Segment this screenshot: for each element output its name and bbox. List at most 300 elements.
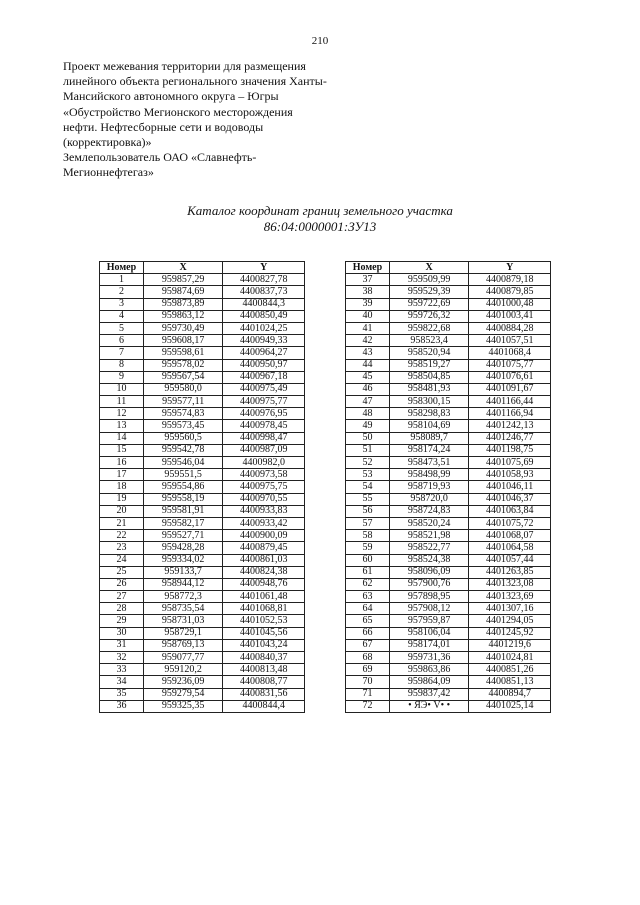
cell-number: 21 (100, 517, 144, 529)
cell-number: 45 (346, 371, 390, 383)
cell-x: 958772,3 (143, 591, 223, 603)
cell-x: 959574,83 (143, 408, 223, 420)
cell-x: 959608,17 (143, 335, 223, 347)
header-line: нефти. Нефтесборные сети и водоводы (63, 119, 264, 134)
cell-number: 65 (346, 615, 390, 627)
table-row (100, 310, 305, 322)
cell-y: 4400900,09 (223, 530, 305, 542)
cell-x: 959582,17 (143, 517, 223, 529)
table-row (100, 493, 305, 505)
cell-y: 4401025,14 (469, 700, 551, 712)
table-row (100, 481, 305, 493)
table-row (346, 420, 551, 432)
table-row (346, 432, 551, 444)
cell-x: 958521,98 (389, 530, 469, 542)
cell-x: 958481,93 (389, 383, 469, 395)
cell-number: 47 (346, 396, 390, 408)
cell-x: 959822,68 (389, 322, 469, 334)
table-row (100, 688, 305, 700)
cell-x: 959546,04 (143, 457, 223, 469)
table-row (346, 359, 551, 371)
cell-number: 69 (346, 664, 390, 676)
table-row (346, 700, 551, 712)
cell-x: 958520,94 (389, 347, 469, 359)
table-row (100, 627, 305, 639)
cell-number: 63 (346, 591, 390, 603)
cell-number: 18 (100, 481, 144, 493)
cell-y: 4401045,56 (223, 627, 305, 639)
table-row (346, 396, 551, 408)
cell-number: 7 (100, 347, 144, 359)
cell-x: 959567,54 (143, 371, 223, 383)
cell-y: 4401063,84 (469, 505, 551, 517)
cell-y: 4400982,0 (223, 457, 305, 469)
cell-x: 959236,09 (143, 676, 223, 688)
table-row (100, 359, 305, 371)
cell-number: 56 (346, 505, 390, 517)
table-row (100, 396, 305, 408)
cell-x: 959577,11 (143, 396, 223, 408)
cell-number: 30 (100, 627, 144, 639)
table-row (346, 481, 551, 493)
cell-y: 4401323,69 (469, 591, 551, 603)
cell-x: 958498,99 (389, 469, 469, 481)
table-row (100, 408, 305, 420)
cell-x: 959837,42 (389, 688, 469, 700)
cell-y: 4400837,73 (223, 286, 305, 298)
cell-x: 959554,86 (143, 481, 223, 493)
cell-x: 958523,4 (389, 335, 469, 347)
table-row (346, 603, 551, 615)
cell-number: 31 (100, 639, 144, 651)
cell-number: 1 (100, 274, 144, 286)
table-row (346, 676, 551, 688)
cell-number: 12 (100, 408, 144, 420)
cell-y: 4401075,72 (469, 517, 551, 529)
header-y: Y (223, 262, 305, 274)
table-row (100, 517, 305, 529)
cell-x: 958104,69 (389, 420, 469, 432)
cell-y: 4400879,85 (469, 286, 551, 298)
cell-x: 959542,78 (143, 444, 223, 456)
cell-y: 4401323,08 (469, 578, 551, 590)
cell-x: 958944,12 (143, 578, 223, 590)
table-row (346, 652, 551, 664)
cell-y: 4400824,38 (223, 566, 305, 578)
table-row (100, 286, 305, 298)
cell-y: 4401024,81 (469, 652, 551, 664)
table-row (100, 322, 305, 334)
header-line: Мансийского автономного округа – Югры (63, 89, 279, 104)
cell-x: 959857,29 (143, 274, 223, 286)
cell-x: 958473,51 (389, 457, 469, 469)
coordinates-table-right (345, 261, 551, 713)
cell-y: 4400813,48 (223, 664, 305, 676)
cell-number: 41 (346, 322, 390, 334)
cell-number: 70 (346, 676, 390, 688)
table-row (346, 578, 551, 590)
cell-y: 4401043,24 (223, 639, 305, 651)
table-row (346, 408, 551, 420)
cell-y: 4401068,4 (469, 347, 551, 359)
cell-x: 959581,91 (143, 505, 223, 517)
catalog-title-line1: Каталог координат границ земельного участка (187, 203, 453, 218)
table-row (100, 432, 305, 444)
cell-y: 4400827,78 (223, 274, 305, 286)
cell-number: 2 (100, 286, 144, 298)
table-row (346, 517, 551, 529)
cell-number: 48 (346, 408, 390, 420)
table-row (100, 554, 305, 566)
cell-x: 958735,54 (143, 603, 223, 615)
table-row (346, 591, 551, 603)
cell-x: • ЯЭ• V• • (389, 700, 469, 712)
cell-number: 33 (100, 664, 144, 676)
cell-x: 959509,99 (389, 274, 469, 286)
cell-number: 60 (346, 554, 390, 566)
header-line: (корректировка)» (63, 135, 152, 150)
cell-y: 4400851,13 (469, 676, 551, 688)
cell-x: 959279,54 (143, 688, 223, 700)
cell-y: 4401198,75 (469, 444, 551, 456)
cell-number: 4 (100, 310, 144, 322)
cell-y: 4400975,77 (223, 396, 305, 408)
table-row (346, 457, 551, 469)
cell-y: 4401075,69 (469, 457, 551, 469)
cell-number: 11 (100, 396, 144, 408)
cell-y: 4401061,48 (223, 591, 305, 603)
cell-y: 4401166,94 (469, 408, 551, 420)
cell-y: 4401046,37 (469, 493, 551, 505)
cell-x: 958106,04 (389, 627, 469, 639)
table-row (346, 493, 551, 505)
table-row (346, 505, 551, 517)
header-line: Мегионнефтегаз» (63, 165, 154, 180)
cell-number: 43 (346, 347, 390, 359)
cell-number: 53 (346, 469, 390, 481)
cell-x: 957900,76 (389, 578, 469, 590)
cell-x: 959558,19 (143, 493, 223, 505)
cell-y: 4400884,28 (469, 322, 551, 334)
table-row (100, 383, 305, 395)
cell-number: 52 (346, 457, 390, 469)
cell-x: 958724,83 (389, 505, 469, 517)
table-row (100, 298, 305, 310)
header-number: Номер (346, 262, 390, 274)
cell-y: 4400975,75 (223, 481, 305, 493)
cell-x: 959325,35 (143, 700, 223, 712)
cell-number: 57 (346, 517, 390, 529)
cell-y: 4400987,09 (223, 444, 305, 456)
cell-number: 32 (100, 652, 144, 664)
table-row (346, 371, 551, 383)
cell-x: 958174,24 (389, 444, 469, 456)
cell-y: 4400967,18 (223, 371, 305, 383)
table-row (346, 639, 551, 651)
cell-x: 959580,0 (143, 383, 223, 395)
table-row (346, 554, 551, 566)
cell-x: 959722,69 (389, 298, 469, 310)
cell-number: 14 (100, 432, 144, 444)
cell-x: 958519,27 (389, 359, 469, 371)
table-row (346, 322, 551, 334)
project-header (63, 59, 343, 181)
table-row (346, 664, 551, 676)
table-row (100, 530, 305, 542)
cell-number: 67 (346, 639, 390, 651)
cell-y: 4400851,26 (469, 664, 551, 676)
cell-x: 959598,61 (143, 347, 223, 359)
cell-y: 4401000,48 (469, 298, 551, 310)
cell-y: 4400844,4 (223, 700, 305, 712)
cell-number: 55 (346, 493, 390, 505)
table-row (100, 615, 305, 627)
table-row (100, 371, 305, 383)
cell-y: 4401068,07 (469, 530, 551, 542)
cell-y: 4400879,18 (469, 274, 551, 286)
table-row (346, 286, 551, 298)
cell-x: 959120,2 (143, 664, 223, 676)
cell-x: 958769,13 (143, 639, 223, 651)
cell-x: 957959,87 (389, 615, 469, 627)
cell-y: 4401242,13 (469, 420, 551, 432)
catalog-title-line2: 86:04:0000001:ЗУ13 (263, 219, 377, 234)
cell-number: 29 (100, 615, 144, 627)
cell-x: 959133,7 (143, 566, 223, 578)
table-row (100, 639, 305, 651)
cell-y: 4401091,67 (469, 383, 551, 395)
table-row (346, 627, 551, 639)
cell-number: 51 (346, 444, 390, 456)
cell-y: 4401046,11 (469, 481, 551, 493)
cell-y: 4401219,6 (469, 639, 551, 651)
cell-y: 4401246,77 (469, 432, 551, 444)
cell-y: 4400970,55 (223, 493, 305, 505)
cell-y: 4400840,37 (223, 652, 305, 664)
coordinates-table-left (99, 261, 305, 713)
cell-number: 62 (346, 578, 390, 590)
cell-y: 4400998,47 (223, 432, 305, 444)
cell-number: 9 (100, 371, 144, 383)
table-row (346, 310, 551, 322)
cell-y: 4400975,49 (223, 383, 305, 395)
cell-y: 4400850,49 (223, 310, 305, 322)
cell-number: 46 (346, 383, 390, 395)
cell-number: 54 (346, 481, 390, 493)
cell-y: 4400844,3 (223, 298, 305, 310)
cell-y: 4401057,51 (469, 335, 551, 347)
cell-y: 4401245,92 (469, 627, 551, 639)
cell-x: 958520,24 (389, 517, 469, 529)
cell-number: 27 (100, 591, 144, 603)
table-row (100, 347, 305, 359)
table-row (100, 335, 305, 347)
cell-y: 4400808,77 (223, 676, 305, 688)
table-row (346, 347, 551, 359)
cell-y: 4401052,53 (223, 615, 305, 627)
cell-y: 4401068,81 (223, 603, 305, 615)
table-row (100, 566, 305, 578)
cell-x: 959334,02 (143, 554, 223, 566)
cell-x: 958524,38 (389, 554, 469, 566)
header-line: «Обустройство Мегионского месторождения (63, 104, 293, 119)
header-number: Номер (100, 262, 144, 274)
table-row (100, 505, 305, 517)
cell-x: 959726,32 (389, 310, 469, 322)
cell-number: 68 (346, 652, 390, 664)
cell-x: 958174,01 (389, 639, 469, 651)
catalog-title (0, 203, 640, 235)
cell-x: 959730,49 (143, 322, 223, 334)
cell-number: 39 (346, 298, 390, 310)
cell-number: 24 (100, 554, 144, 566)
cell-x: 959077,77 (143, 652, 223, 664)
cell-x: 958504,85 (389, 371, 469, 383)
cell-y: 4401024,25 (223, 322, 305, 334)
cell-x: 958720,0 (389, 493, 469, 505)
cell-number: 58 (346, 530, 390, 542)
table-row (100, 652, 305, 664)
cell-x: 959560,5 (143, 432, 223, 444)
cell-x: 958731,03 (143, 615, 223, 627)
cell-y: 4400949,33 (223, 335, 305, 347)
cell-number: 44 (346, 359, 390, 371)
cell-x: 959578,02 (143, 359, 223, 371)
cell-y: 4401003,41 (469, 310, 551, 322)
cell-y: 4400973,58 (223, 469, 305, 481)
table-header-row (100, 262, 305, 274)
cell-y: 4400831,56 (223, 688, 305, 700)
cell-x: 959731,36 (389, 652, 469, 664)
cell-y: 4400948,76 (223, 578, 305, 590)
cell-x: 959863,12 (143, 310, 223, 322)
cell-number: 64 (346, 603, 390, 615)
cell-x: 959863,86 (389, 664, 469, 676)
cell-y: 4400933,83 (223, 505, 305, 517)
cell-y: 4400976,95 (223, 408, 305, 420)
header-x: X (389, 262, 469, 274)
table-row (100, 274, 305, 286)
cell-y: 4400894,7 (469, 688, 551, 700)
table-row (346, 530, 551, 542)
table-row (100, 420, 305, 432)
header-y: Y (469, 262, 551, 274)
cell-number: 40 (346, 310, 390, 322)
table-row (100, 578, 305, 590)
cell-number: 3 (100, 298, 144, 310)
page-number: 210 (311, 35, 329, 47)
cell-number: 50 (346, 432, 390, 444)
cell-x: 958719,93 (389, 481, 469, 493)
cell-x: 959573,45 (143, 420, 223, 432)
cell-y: 4401294,05 (469, 615, 551, 627)
table-row (100, 444, 305, 456)
cell-number: 49 (346, 420, 390, 432)
table-row (346, 298, 551, 310)
cell-number: 61 (346, 566, 390, 578)
table-row (346, 566, 551, 578)
cell-y: 4401307,16 (469, 603, 551, 615)
table-row (100, 469, 305, 481)
cell-x: 959527,71 (143, 530, 223, 542)
cell-x: 959529,39 (389, 286, 469, 298)
cell-y: 4400964,27 (223, 347, 305, 359)
cell-number: 17 (100, 469, 144, 481)
table-row (346, 469, 551, 481)
cell-number: 20 (100, 505, 144, 517)
cell-y: 4400950,97 (223, 359, 305, 371)
table-row (346, 274, 551, 286)
cell-number: 37 (346, 274, 390, 286)
cell-x: 959551,5 (143, 469, 223, 481)
cell-number: 5 (100, 322, 144, 334)
cell-y: 4400933,42 (223, 517, 305, 529)
cell-x: 958096,09 (389, 566, 469, 578)
cell-y: 4401057,44 (469, 554, 551, 566)
cell-number: 66 (346, 627, 390, 639)
cell-x: 959864,09 (389, 676, 469, 688)
cell-y: 4400879,45 (223, 542, 305, 554)
cell-x: 957908,12 (389, 603, 469, 615)
table-row (100, 591, 305, 603)
cell-number: 22 (100, 530, 144, 542)
cell-number: 25 (100, 566, 144, 578)
header-line: Землепользователь ОАО «Славнефть- (63, 150, 257, 165)
cell-number: 10 (100, 383, 144, 395)
table-row (346, 542, 551, 554)
cell-y: 4401075,77 (469, 359, 551, 371)
cell-x: 959874,69 (143, 286, 223, 298)
cell-x: 958522,77 (389, 542, 469, 554)
cell-y: 4401076,61 (469, 371, 551, 383)
table-row (100, 603, 305, 615)
cell-x: 959428,28 (143, 542, 223, 554)
cell-x: 957898,95 (389, 591, 469, 603)
cell-number: 35 (100, 688, 144, 700)
cell-number: 28 (100, 603, 144, 615)
cell-number: 19 (100, 493, 144, 505)
cell-y: 4401058,93 (469, 469, 551, 481)
cell-number: 8 (100, 359, 144, 371)
table-row (346, 615, 551, 627)
table-row (100, 542, 305, 554)
cell-number: 26 (100, 578, 144, 590)
cell-number: 15 (100, 444, 144, 456)
cell-number: 59 (346, 542, 390, 554)
table-row (346, 335, 551, 347)
cell-number: 16 (100, 457, 144, 469)
cell-number: 34 (100, 676, 144, 688)
table-row (346, 688, 551, 700)
header-line: линейного объекта регионального значения Ханты- (63, 74, 327, 89)
cell-x: 958300,15 (389, 396, 469, 408)
table-row (100, 700, 305, 712)
cell-y: 4401064,58 (469, 542, 551, 554)
cell-number: 23 (100, 542, 144, 554)
table-row (346, 444, 551, 456)
table-row (100, 664, 305, 676)
cell-number: 36 (100, 700, 144, 712)
cell-number: 71 (346, 688, 390, 700)
cell-y: 4401263,85 (469, 566, 551, 578)
table-row (100, 457, 305, 469)
table-header-row (346, 262, 551, 274)
cell-y: 4401166,44 (469, 396, 551, 408)
cell-number: 72 (346, 700, 390, 712)
table-row (346, 383, 551, 395)
cell-x: 958729,1 (143, 627, 223, 639)
cell-x: 958298,83 (389, 408, 469, 420)
